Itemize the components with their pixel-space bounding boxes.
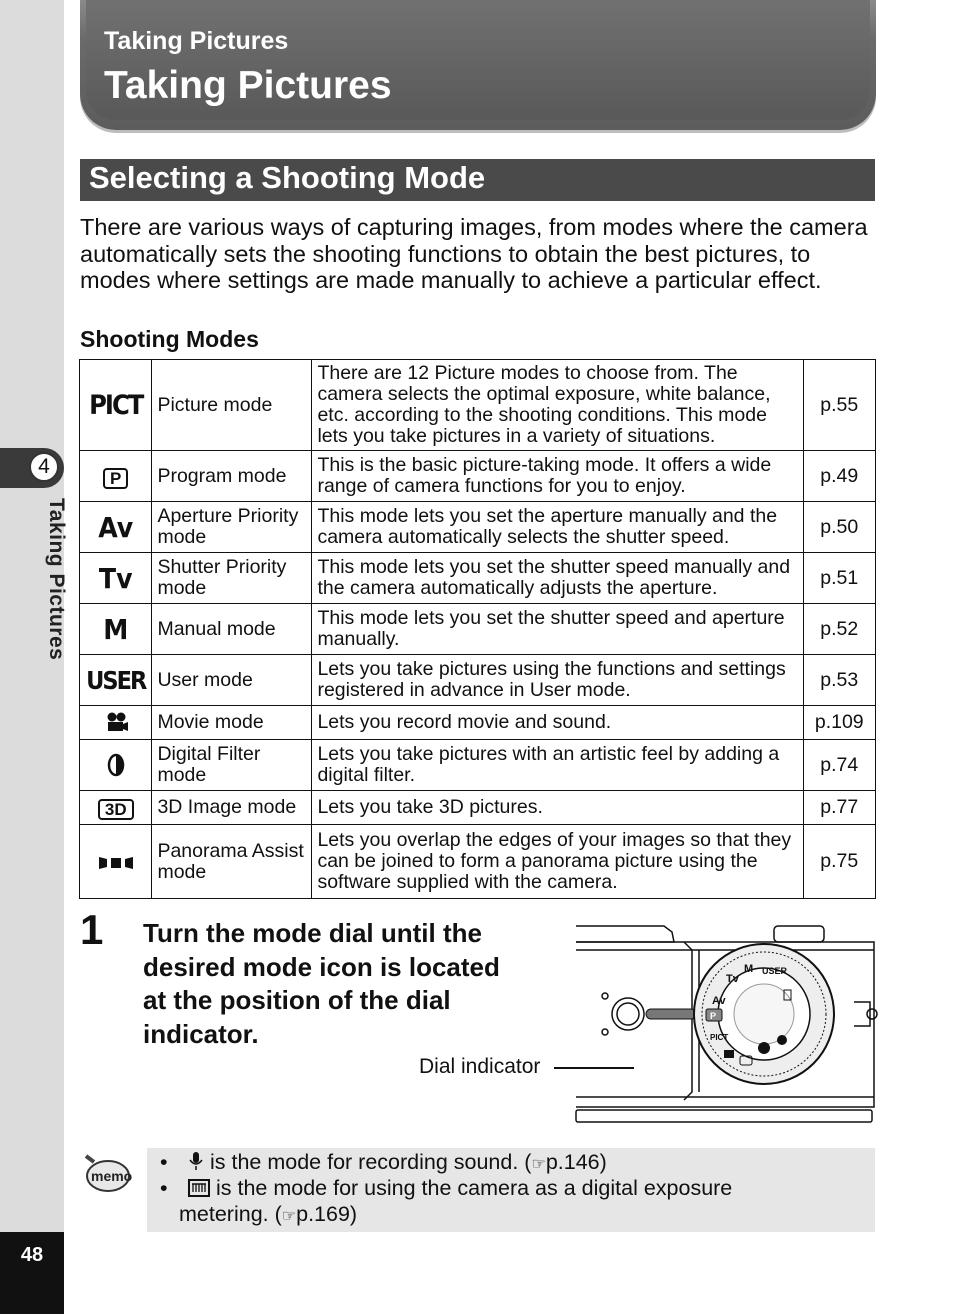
intro-paragraph: There are various ways of capturing images, from modes where the camera automatically sets the shooting functions to obtain the best pictures, to modes where settings are made manually to achieve a particular effect.: [80, 214, 868, 293]
table-row: [80, 706, 876, 740]
chapter-number: 4: [29, 452, 59, 482]
aperture-priority-icon: Av: [80, 502, 152, 553]
mode-page-ref: p.55: [803, 360, 875, 451]
svg-text:P: P: [710, 1011, 717, 1021]
memo-item-sound: • is the mode for recording sound. (☞p.146): [160, 1150, 607, 1174]
mode-description: There are 12 Picture modes to choose from. The camera selects the optimal exposure, white balance, etc. according to the shooting conditions. This mode lets you take pictures in a variety of situations.: [312, 360, 803, 451]
memo-text: is the mode for recording sound. (: [209, 1150, 532, 1174]
section-title: Selecting a Shooting Mode: [89, 160, 486, 195]
mode-page-ref: p.74: [803, 740, 875, 791]
memo-text: metering. (: [179, 1202, 282, 1226]
memo-page-ref: p.169): [296, 1202, 358, 1226]
mode-name: Manual mode: [152, 604, 312, 655]
svg-text:Av: Av: [712, 995, 726, 1007]
mode-description: This is the basic picture-taking mode. It offers a wide range of camera functions for you to enjoy.: [312, 451, 803, 502]
mode-page-ref: p.50: [803, 502, 875, 553]
program-mode-icon: P: [80, 451, 152, 502]
mode-description: Lets you overlap the edges of your images so that they can be joined to form a panorama picture using the software supplied with the camera.: [312, 825, 803, 899]
mode-description: Lets you take pictures with an artistic feel by adding a digital filter.: [312, 740, 803, 791]
3d-mode-icon: 3D: [80, 791, 152, 825]
camera-mode-dial-illustration: [574, 922, 878, 1132]
user-mode-icon: USER: [80, 655, 152, 706]
manual-mode-icon: M: [80, 604, 152, 655]
page-title: Taking Pictures: [104, 64, 392, 107]
step-number: 1: [80, 906, 104, 953]
memo-item-metering: • is the mode for using the camera as a digital exposure: [160, 1176, 733, 1200]
memo-item-metering-cont: [179, 1202, 357, 1227]
header-subtitle: Taking Pictures: [104, 27, 289, 55]
mode-name: 3D Image mode: [152, 791, 312, 825]
mode-name: Aperture Priority mode: [152, 502, 312, 553]
digital-filter-icon: [80, 740, 152, 791]
mode-name: Digital Filter mode: [152, 740, 312, 791]
chapter-label: Taking Pictures: [45, 498, 68, 661]
memo-page-ref: p.146): [545, 1150, 607, 1174]
table-row: [80, 825, 876, 899]
mode-page-ref: p.77: [803, 791, 875, 825]
table-row: [80, 740, 876, 791]
mode-name: Movie mode: [152, 706, 312, 740]
panorama-icon: [80, 825, 152, 899]
mode-description: This mode lets you set the shutter speed and aperture manually.: [312, 604, 803, 655]
mode-name: Panorama Assist mode: [152, 825, 312, 899]
mode-page-ref: p.52: [803, 604, 875, 655]
mode-page-ref: p.109: [803, 706, 875, 740]
page-reference-icon: ☞: [281, 1208, 297, 1225]
mode-name: Program mode: [152, 451, 312, 502]
mode-description: Lets you take pictures using the functions and settings registered in advance in User mode.: [312, 655, 803, 706]
table-row: [80, 451, 876, 502]
mode-description: Lets you record movie and sound.: [312, 706, 803, 740]
mode-name: Shutter Priority mode: [152, 553, 312, 604]
mode-name: Picture mode: [152, 360, 312, 451]
exposure-meter-icon: [188, 1179, 210, 1197]
mode-page-ref: p.49: [803, 451, 875, 502]
mode-description: This mode lets you set the aperture manually and the camera automatically selects the shutter speed.: [312, 502, 803, 553]
table-row: [80, 360, 876, 451]
picture-mode-icon: PICT: [80, 360, 152, 451]
movie-icon: [80, 706, 152, 740]
shutter-priority-icon: Tv: [80, 553, 152, 604]
table-row: [80, 553, 876, 604]
memo-icon: [80, 1150, 132, 1194]
svg-text:USER: USER: [762, 966, 788, 976]
page-number: 48: [20, 1244, 44, 1266]
mode-page-ref: p.75: [803, 825, 875, 899]
memo-text: is the mode for using the camera as a digital exposure: [215, 1176, 733, 1200]
svg-text:Tv: Tv: [726, 973, 739, 985]
modes-heading: Shooting Modes: [80, 326, 259, 352]
step-instruction: Turn the mode dial until the desired mode icon is located at the position of the dial indicator.: [143, 918, 500, 1049]
svg-text:memo: memo: [91, 1168, 132, 1184]
page-reference-icon: ☞: [531, 1156, 546, 1173]
table-row: [80, 502, 876, 553]
table-row: [80, 604, 876, 655]
table-row: [80, 791, 876, 825]
table-row: [80, 655, 876, 706]
svg-text:M: M: [744, 963, 754, 975]
dial-indicator-label: Dial indicator: [419, 1055, 541, 1078]
mode-page-ref: p.53: [803, 655, 875, 706]
mode-description: Lets you take 3D pictures.: [312, 791, 803, 825]
shooting-modes-table: [79, 359, 876, 899]
mode-description: This mode lets you set the shutter speed manually and the camera automatically adjusts the aperture.: [312, 553, 803, 604]
mode-page-ref: p.51: [803, 553, 875, 604]
microphone-icon: [188, 1151, 204, 1171]
svg-text:PICT: PICT: [710, 1033, 729, 1042]
mode-name: User mode: [152, 655, 312, 706]
